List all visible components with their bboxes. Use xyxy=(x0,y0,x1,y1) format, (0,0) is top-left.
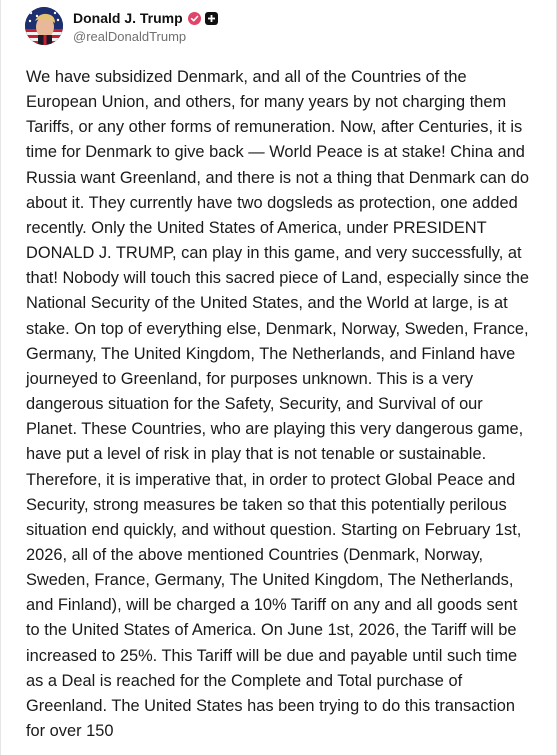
account-names xyxy=(73,8,218,44)
flag-avatar-icon xyxy=(25,7,63,45)
avatar[interactable] xyxy=(25,7,63,45)
account-handle[interactable]: @realDonaldTrump xyxy=(73,29,187,44)
post-text: We have subsidized Denmark, and all of the Countries of the European Union, and others, for many years by not charging them Tariffs, or any other forms of remuneration. Now, after Centuries, it is time for Denmark to give back — World Peace is at stake! China and Russia want Greenland, and there is not a thing that Denmark can do about it. They currently have two dogsleds as protection, one added recently. Only the United States of America, under PRESIDENT DONALD J. TRUMP, can play in this game, and very successfully, at that! Nobody will touch this sacred piece of Land, especially since the National Security of the United States, and the World at large, is at stake. On top of everything else, Denmark, Norway, Sweden, France, Germany, The United Kingdom, The Netherlands, and Finland have journeyed to Greenland, for purposes unknown. This is a very dangerous situation for the Safety, Security, and Survival of our Planet. These Countries, who are playing this very dangerous game, have put a level of risk in play that is not tenable or sustainable. Therefore, it is imperative that, in order to protect Global Peace and Security, strong measures be taken so that this potentially perilous situation end quickly, and without question. Starting on February 1st, 2026, all of the above mentioned Countries (Denmark, Norway, Sweden, France, Germany, The United Kingdom, The Netherlands, and Finland), will be charged a 10% Tariff on any and all goods sent to the United States of America. On June 1st, 2026, the Tariff will be increased to 25%. This Tariff will be due and payable until such time as a Deal is reached for the Complete and Total purchase of Greenland. The United States has been trying to do this transaction for over 150 xyxy=(26,68,529,741)
verified-badge-icon xyxy=(188,12,201,25)
display-name[interactable]: Donald J. Trump xyxy=(73,10,183,26)
post-header xyxy=(25,6,218,46)
name-row xyxy=(73,8,218,28)
plus-badge-icon xyxy=(205,12,218,25)
